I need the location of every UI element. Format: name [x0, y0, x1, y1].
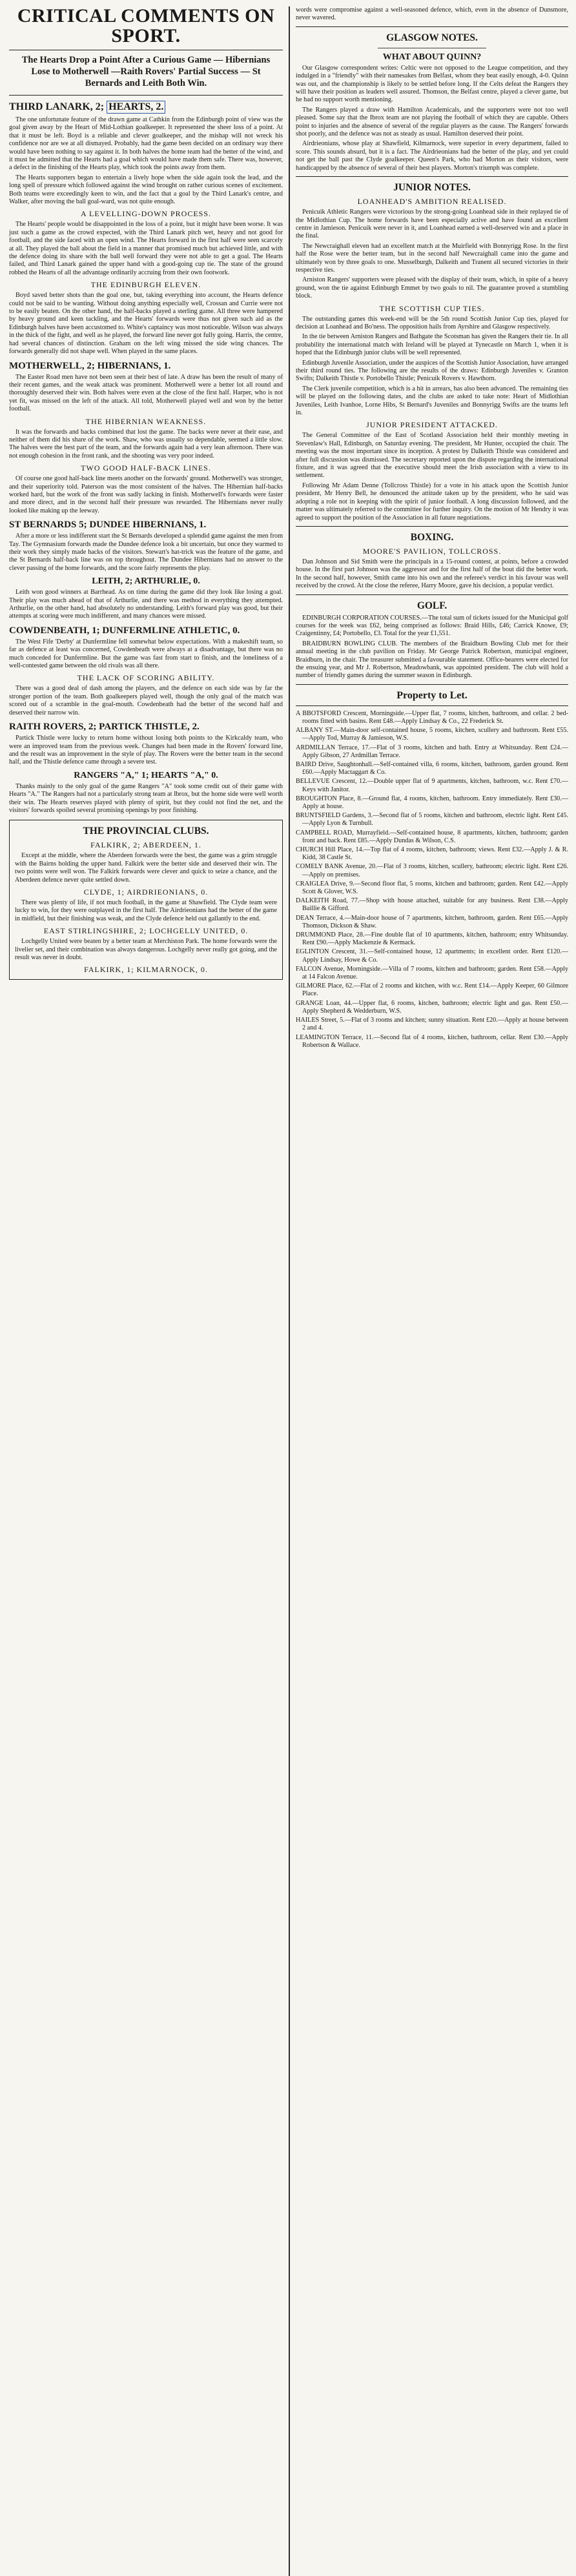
- lead-headline: The Hearts Drop a Point After a Curious Game — Hibernians Lose to Motherwell —Raith Rovers' Partial Success — St Bernards and Leith Both Win.: [21, 55, 271, 89]
- subheading: TWO GOOD HALF-BACK LINES.: [81, 463, 211, 473]
- article-paragraph: Leith won good winners at Barrhead. As on time during the game did they look like losing a goal. Their play was much ahead of that of Arthurlie, and there was method in everything they attempted. Arthurlie, on the other hand, had absolutely no understanding. Leith's forward play was good, but their attempts at scoring were much indifferent, and many chances were missed.: [9, 589, 283, 620]
- article-paragraph: Thanks mainly to the only goal of the game Rangers "A" took some credit out of their game with Hearts "A." The Rangers had not a particularly strong team at Ibrox, but the home side were well worth their win. The Hearts reserves played with plenty of spirit, but they could not find the net, and the visitors' forwards spoiled several promising openings by poor finishing.: [9, 782, 283, 814]
- article-paragraph: Dan Johnson and Sid Smith were the principals in a 15-round contest, at points, before a crowded house. In the first part Johnson was the aggressor and for the first half of the bout did the better work. In the second half, however, Smith came into his own and the referee's verdict in his favour was well received by the crowd. At the close the referee, Harry Moore, gave his decision, a popular verdict.: [296, 558, 568, 590]
- article-paragraph: Airdrieonians, whose play at Shawfield, Kilmarnock, were superior in every department, failed to score. This sounds absurd, but it is a fact. The Airdrieonians had the better of the play, and yet could not get the ball past the Clyde goalkeeper. Queen's Park, who had Morton as their visitors, were handicapped by the absence of several of their best players. Morton's triumph was complete.: [296, 140, 568, 172]
- subheading: THE HIBERNIAN WEAKNESS.: [85, 416, 207, 426]
- property-listing: CHURCH Hill Place, 14.—Top flat of 4 rooms, kitchen, bathroom; views. Rent £32.—Apply J. & R. Kidd, 38 Castle St.: [296, 846, 568, 862]
- subheading: FALKIRK, 1; KILMARNOCK, 0.: [84, 965, 208, 975]
- left-column: [9, 6, 289, 2576]
- property-listing: DRUMMOND Place, 28.—Fine double flat of 10 apartments, kitchen, bathroom; entry Whitsunday. Rent £90.—Apply Mackenzie & Kermack.: [296, 931, 568, 947]
- article-paragraph: The Easter Road men have not been seen at their best of late. A draw has been the result of many of their recent games, and the weak attack was prominent. Motherwell were a better lot all round and thoroughly deserved their win. Both halves were even at the close of the first half. Harper, who is not yet fit, was missed on the left of the attack. All told, Motherwell played well and won by the better football.: [9, 373, 283, 413]
- article-paragraph: Partick Thistle were lucky to return home without losing both points to the Kirkcaldy team, who were an improved team from the previous week. Changes had been made in the Rovers' forward line, and the result was an improvement in the style of play. The Rovers were the better team in the second half, and the Thistle defence came through a severe test.: [9, 735, 283, 766]
- property-listings: [296, 710, 568, 1050]
- divider: [296, 684, 568, 685]
- article-paragraph: The General Committee of the East of Scotland Association held their monthly meeting in Stevenlaw's Hall, Edinburgh, on Saturday evening. The president, Mr Hunter, occupied the chair. The meeting was the most important since its inception. A protest by Dalkeith Thistle was considered and after full discussion was dismissed. The secretary reported upon the dispute regarding the international fixture, and it was agreed that the executive should meet the Irish association with a view to its settlement.: [296, 432, 568, 480]
- property-listing: ARDMILLAN Terrace, 17.—Flat of 3 rooms, kitchen and bath. Entry at Whitsunday. Rent £24.—Apply Gibson, 27 Ardmillan Terrace.: [296, 744, 568, 759]
- right-column: [289, 6, 568, 2576]
- article-paragraph: The one unfortunate feature of the drawn game at Cathkin from the Edinburgh point of view was the goal given away by the Heart of Mid-Lothian goalkeeper. It represented the sheer loss of a point. At that it must be left. Boyd is a reliable and clever goalkeeper, and the mishap will not wreck his confidence nor are we at all dismayed. Probably, had the game been decided on an ordinary way there would have been nothing to say against it. In both halves the home team had the better of the wind, and it must be admitted that the Hearts had a goal which would have made them safe. There was, however, a defect in the finishing of the Hearts play, which took the points away from them.: [9, 116, 283, 172]
- property-listing: BAIRD Drive, Saughtonhall.—Self-contained villa, 6 rooms, kitchen, bathroom, garden ground. Rent £60.—Apply Mactaggart & Co.: [296, 761, 568, 776]
- subheading: LOANHEAD'S AMBITION REALISED.: [357, 197, 507, 207]
- divider: [296, 176, 568, 177]
- article-paragraph: The Hearts supporters began to entertain a lively hope when the side again took the lead, and the long spell of pressure which followed against the wind brought on rather curious scenes of excitement. Both teams were exceedingly keen to win, and the fact that a goal by the Third Lanark's centre, and Walker, after moving the ball goal-ward, was not quite enough.: [9, 174, 283, 206]
- article-paragraph: Penicuik Athletic Rangers were victorious by the strong-going Loanhead side in their replayed tie of the Midlothian Cup. The home forwards have been especially active and have found an excellent centre in Jamieson. Penicuik were never in it, and Loanhead earned a well-deserved win and a place in the final.: [296, 208, 568, 240]
- subheading: JUNIOR PRESIDENT ATTACKED.: [366, 420, 498, 430]
- match-title: ST BERNARDS 5; DUNDEE HIBERNIANS, 1.: [9, 520, 207, 531]
- article-paragraph: The outstanding games this week-end will be the 5th round Scottish Junior Cup ties, played for decision at Loanhead and Bo'ness. The opposition hails from Ayrshire and Glasgow respectively.: [296, 315, 568, 330]
- divider: [296, 705, 568, 706]
- property-listing: GRANGE Loan, 44.—Upper flat, 6 rooms, kitchen, bathroom; electric light and gas. Rent £50.—Apply Shepherd & Wedderburn, W.S.: [296, 999, 568, 1015]
- article-paragraph: Boyd saved better shots than the goal one, but, taking everything into account, the Hearts defence could not be said to be wanting. Without doing anything especially well, Crossan and Currie were not to be easily beaten. On the other hand, the half-backs played a sterling game. All three were hampered by heavy ground and keen tackling, and the Hearts' forwards were thus not given such aid as the Edinburgh halves have been accustomed to. White's captaincy was most noticeable. Wilson was always in the thick of the fight, and well as he played, the forward line never got fully going. Harris, the centre, had several chances of distinction. Graham on the left wing missed the side wing chances. The forwards generally did not shape well. When played in the same places.: [9, 292, 283, 356]
- subheading: WHAT ABOUT QUINN?: [382, 52, 482, 62]
- subheading: THE LACK OF SCORING ABILITY.: [77, 673, 215, 683]
- match-title: MOTHERWELL, 2; HIBERNIANS, 1.: [9, 360, 171, 371]
- article-paragraph: Edinburgh Juvenile Association, under the auspices of the Scottish Junior Association, have arranged their third round ties. The following are the results of the draws: Edinburgh Juveniles v. Granton Swifts; Dalkeith Thistle v. Portobello Thistle; Penicuik Rovers v. Hawthorn.: [296, 359, 568, 383]
- property-listing: A BBOTSFORD Crescent, Morningside.—Upper flat, 7 rooms, kitchen, bathroom, and cellar. 2 bed-rooms fitted with basins. Rent £48.—Apply Lindsay & Co., 22 Frederick St.: [296, 709, 568, 725]
- article-paragraph: The Hearts' people would be disappointed in the loss of a point, but it might have been worse. It was just such a game as the crowd expected, with the Third Lanark pitch wet, heavy and not good for football, and the side faced with an open wind. The Hearts forward in the first half were seen scarcely at all. They played the ball about the field in a manner that promised much but achieved little, and with the defence doing its share with the ball well forward they were not able to get a goal. The Hearts failed, and Third Lanark gained the upper hand with a good-going cup tie. The state of the ground robbed the Hearts of all the advantage ordinarily accruing from their own footwork.: [9, 221, 283, 276]
- article-paragraph: After a more or less indifferent start the St Bernards developed a splendid game against the men from Tay. The Gymnasium forwards made the Dundee defence look a bit uncertain, but once they warmed to their work they simply made hacks of the visitors. Stewart's hat-trick was the feature of the game, and the St Bernards half-back line was on top throughout. The Dundee Hibernians had no answer to the clever passing of the home forwards, and the score fairly represents the play.: [9, 532, 283, 572]
- section-title: THE PROVINCIAL CLUBS.: [83, 826, 209, 837]
- subheading: A LEVELLING-DOWN PROCESS.: [81, 209, 211, 219]
- article-paragraph: The Clerk juvenile competition, which is a hit in arrears, has also been advanced. The remaining ties will be played on the following dates, and the clubs are asked to take note: Heart of Midlothian Juveniles, Leith Ivanhoe, Lorne Hibs, St Bernard's Juveniles and Bonnyrigg Swifts are the teams left in.: [296, 385, 568, 417]
- property-listing: LEAMINGTON Terrace, 11.—Second flat of 4 rooms, kitchen, bathroom, cellar. Rent £30.—Apply Robertson & Wallace.: [296, 1033, 568, 1049]
- subheading: CLYDE, 1; AIRDRIEONIANS, 0.: [83, 887, 209, 897]
- divider: [296, 26, 568, 27]
- property-listing: BROUGHTON Place, 8.—Ground flat, 4 rooms, kitchen, bathroom. Entry immediately. Rent £30.—Apply at house.: [296, 795, 568, 811]
- section-title: BOXING.: [410, 531, 454, 543]
- article-paragraph: Except at the middle, where the Aberdeen forwards were the best, the game was a grim struggle with the Bairns holding the upper hand. Falkirk were the better side and deserved their win. The two points were well won. The Falkirk forwards were clever and quick to seize a chance, and the Aberdeen defence never quite settled down.: [15, 852, 277, 884]
- highlighted-team: HEARTS, 2.: [107, 101, 165, 114]
- match-title: THIRD LANARK, 2; HEARTS, 2.: [9, 101, 283, 114]
- property-listing: FALCON Avenue, Morningside.—Villa of 7 rooms, kitchen and bathroom; garden. Rent £58.—Apply at 14 Falcon Avenue.: [296, 965, 568, 981]
- property-listing: CAMPBELL ROAD, Murrayfield.—Self-contained house, 8 apartments, kitchen, bathroom; garden front and back. Rent £85.—Apply Dundas & Wilson, C.S.: [296, 829, 568, 844]
- property-listing: BRUNTSFIELD Gardens, 3.—Second flat of 5 rooms, kitchen and bathroom, electric light. Rent £45.—Apply Lyon & Turnbull.: [296, 812, 568, 827]
- article-paragraph: In the tie between Arniston Rangers and Bathgate the Scotsman has given the Rangers their tie. In all probability the international match with Ireland will be played at Tynecastle on March 1, when it is hoped that the Edinburgh junior clubs will be well represented.: [296, 333, 568, 357]
- property-listing: DALKEITH Road, 77.—Shop with house attached, suitable for any business. Rent £38.—Apply Baillie & Gifford.: [296, 897, 568, 913]
- article-paragraph: Following Mr Adam Denne (Tollcross Thistle) for a vote in his attack upon the Scottish Junior president, Mr Henry Bell, he denounced the attitude taken up by the president, who he said was adopting a role not in keeping with the spirit of junior football. A long discussion followed, and the matter was ultimately referred to the committee for further inquiry. On the motion of Mr Hendry it was agreed to support the position of the Association in all future negotiations.: [296, 482, 568, 522]
- subheading: MOORE'S PAVILION, TOLLCROSS.: [362, 546, 502, 556]
- subheading: THE EDINBURGH ELEVEN.: [90, 280, 201, 290]
- divider: [9, 95, 283, 96]
- match-title: LEITH, 2; ARTHURLIE, 0.: [92, 576, 200, 587]
- article-paragraph: BRAIDBURN BOWLING CLUB. The members of the Braidburn Bowling Club met for their annual meeting in the club pavilion on Friday. Mr George Patrick Robertson, municipal engineer, Braidburn, in the chair. The treasurer submitted a favourable statement. Office-bearers were elected for the ensuing year, and Mr J. Robertson, Meadowbank, was appointed president. The club will hold a number of friendly games during the summer season in Edinburgh.: [296, 640, 568, 680]
- match-title: RAITH ROVERS, 2; PARTICK THISTLE, 2.: [9, 722, 200, 733]
- property-listing: CRAIGLEA Drive, 9.—Second floor flat, 5 rooms, kitchen and bathroom; garden. Rent £42.—Apply Scott & Glover, W.S.: [296, 880, 568, 896]
- subheading: THE SCOTTISH CUP TIES.: [379, 303, 485, 313]
- article-paragraph: The West Fife 'Derby' at Dunfermline fell somewhat below expectations. With a makeshift team, so far as defence at least was concerned, Cowdenbeath were always at a disadvantage, but there was no much conceded for Dunfermline. But the game was fast from start to finish, and the loneliness of a well-contested game between the old rivals was all there.: [9, 638, 283, 670]
- section-title: GLASGOW NOTES.: [386, 32, 478, 43]
- article-paragraph: The Rangers played a draw with Hamilton Academicals, and the supporters were not too well pleased. Some say that the Ibrox team are not playing the football of which they are capable. Others point to injuries and the absence of several of the regular players as the cause. The Rangers' forwards shot poorly, and the defence was not as steady as usual. Hamilton deserved their point.: [296, 106, 568, 138]
- subheading: FALKIRK, 2; ABERDEEN, 1.: [90, 840, 201, 850]
- divider: [296, 526, 568, 527]
- property-listing: COMELY BANK Avenue, 20.—Flat of 3 rooms, kitchen, scullery, bathroom; electric light. Rent £26.—Apply on premises.: [296, 863, 568, 878]
- article-paragraph: There was a good deal of dash among the players, and the defence on each side was by far the stronger portion of the team. Both goalkeepers played well, though the only goal of the match was scored out of a scramble in the goal-mouth. Cowdenbeath had the better of the second half and deserved their narrow win.: [9, 685, 283, 716]
- masthead: CRITICAL COMMENTS ON SPORT.: [17, 5, 275, 46]
- property-listing: EGLINTON Crescent, 31.—Self-contained house, 12 apartments; in excellent order. Rent £120.—Apply Lindsay, Howe & Co.: [296, 948, 568, 964]
- article-paragraph: Of course one good half-back line meets another on the forwards' ground. Motherwell's was stronger, and their superiority told. Paterson was the most consistent of the halves. The Hibernian half-backs worked hard, but the work of the front was sadly lacking in finish. Motherwell's forwards were faster and more direct, and in the second half their pressure was rewarded. The Hibernians never really looked like making up the leeway.: [9, 475, 283, 514]
- section-title: GOLF.: [417, 600, 447, 611]
- divider: [296, 594, 568, 595]
- property-listing: ALBANY ST.—Main-door self-contained house, 5 rooms, kitchen, scullery and bathroom. Rent £55.—Apply Tod, Murray & Jamieson, W.S.: [296, 727, 568, 742]
- classified-title: Property to Let.: [396, 689, 468, 701]
- article-paragraph: EDINBURGH CORPORATION COURSES.—The total sum of tickets issued for the Municipal golf courses for the week was £62, being comprised as follows: Braid Hills, £46; Carrick Knowe, £9; Craigentinny, £4; Portobello, £3. Total for the year £1,551.: [296, 614, 569, 638]
- section-title: JUNIOR NOTES.: [393, 182, 471, 194]
- article-paragraph: There was plenty of life, if not much football, in the game at Shawfield. The Clyde team were lucky to win, for they were outplayed in the first half. The Airdrieonians had the better of the game in midfield, but their finishing was weak, and the Clyde defence held out gallantly to the end.: [15, 898, 277, 922]
- article-paragraph: words were compromise against a well-seasoned defence, which, even in the absence of Dunsmore, never wavered.: [296, 6, 568, 22]
- article-paragraph: Lochgelly United were beaten by a better team at Merchiston Park. The home forwards were the livelier set, and their combination was always dangerous. Lochgelly never really got going, and the result was never in doubt.: [15, 938, 277, 962]
- article-paragraph: The Newcraighall eleven had an excellent match at the Muirfield with Bonnyrigg Rose. In the first half the Rose were the better team, but in the second half Newcraighall came into the game and ultimately won by three goals to one. Musselburgh, Dalkeith and Tranent all secured victories in their respective ties.: [296, 242, 568, 274]
- property-listing: DEAN Terrace, 4.—Main-door house of 7 apartments, kitchen, bathroom, garden. Rent £65.—Apply Thomson, Dickson & Shaw.: [296, 914, 568, 929]
- provincial-clubs-section: [9, 820, 283, 980]
- article-paragraph: Our Glasgow correspondent writes: Celtic were not opposed to the League competition, and they indulged in a "friendly" with their namesakes from Belfast, whom they beat easily enough, 4-0. Quinn was out, and the championship is likely to be settled before long. If the Celts defeat the Rangers they will have their position as leaders well assured. Thomson, the Belfast centre, played a clever game, but he had no support worth mentioning.: [296, 64, 568, 104]
- property-listing: BELLEVUE Crescent, 12.—Double upper flat of 9 apartments, kitchen, bathroom, w.c. Rent £70.—Keys with Janitor.: [296, 778, 568, 793]
- subheading: EAST STIRLINGSHIRE, 2; LOCHGELLY UNITED, 0.: [43, 926, 249, 936]
- article-paragraph: Arniston Rangers' supporters were pleased with the display of their team, which, in spite of a heavy ground, won the tie against Edinburgh Emmet by two goals to nil. The guarantee proved a stumbling block.: [296, 276, 568, 300]
- article-paragraph: It was the forwards and backs combined that lost the game. The backs were never at their ease, and neither of them did his share of the work. Shaw, who was usually so dependable, seemed a little slow. The halves were the best part of the team, and the forwards again had a very lean afternoon. There was not enough cohesion in the front rank, and the shooting was very poor indeed.: [9, 428, 283, 460]
- match-title: RANGERS "A," 1; HEARTS "A," 0.: [74, 770, 218, 780]
- property-listing: HAILES Street, 5.—Flat of 3 rooms and kitchen; sunny situation. Rent £20.—Apply at house between 2 and 4.: [296, 1017, 568, 1032]
- match-title: COWDENBEATH, 1; DUNFERMLINE ATHLETIC, 0.: [9, 625, 240, 636]
- property-listing: GILMORE Place, 62.—Flat of 2 rooms and kitchen, with w.c. Rent £14.—Apply Keeper, 60 Gilmore Place.: [296, 982, 568, 998]
